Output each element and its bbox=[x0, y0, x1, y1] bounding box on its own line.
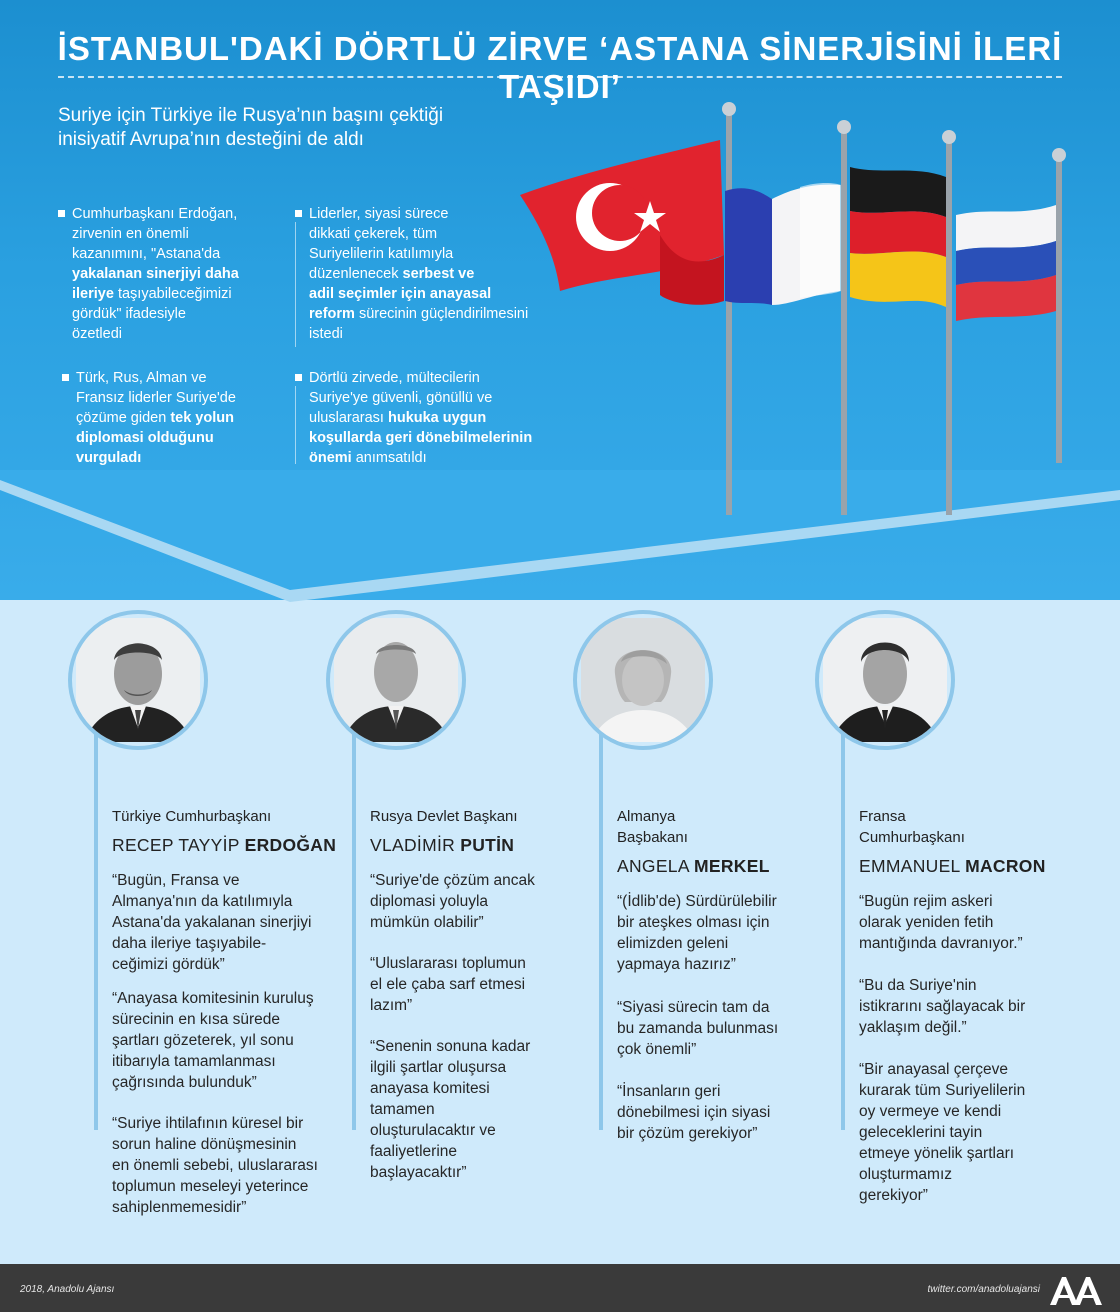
bullet-bold: ileriye bbox=[72, 286, 114, 302]
bullet-line: Liderler, siyasi sürece bbox=[309, 206, 449, 222]
russia-flag bbox=[956, 205, 1056, 321]
leader-name bbox=[370, 835, 600, 856]
quote bbox=[617, 997, 839, 1060]
bullet-bold: diplomasi olduğunu bbox=[76, 430, 214, 446]
quote-line: başlayacaktır” bbox=[370, 1164, 467, 1181]
bullet-line: Suriyelilerin katılımıyla bbox=[309, 246, 454, 262]
quote-line: oluşturulacaktır ve bbox=[370, 1122, 496, 1139]
quote-line: elimizden geleni bbox=[617, 935, 729, 952]
bullet-bold: hukuka uygun bbox=[387, 410, 487, 426]
quote-line: “Anayasa komitesinin kuruluş bbox=[112, 990, 314, 1007]
quote-line: sahiplenmemesidir” bbox=[112, 1199, 247, 1216]
role-line: Rusya Devlet Başkanı bbox=[370, 808, 518, 825]
anadolu-logo-icon bbox=[1048, 1271, 1106, 1307]
first-name: EMMANUEL bbox=[859, 856, 966, 876]
role-line: Almanya bbox=[617, 808, 676, 825]
quote bbox=[617, 891, 839, 975]
quote-line: sorun haline dönüşmesinin bbox=[112, 1136, 297, 1153]
quote-line: geleceklerini tayin bbox=[859, 1124, 983, 1141]
quote-line: “Bugün rejim askeri bbox=[859, 893, 993, 910]
quote bbox=[370, 953, 592, 1016]
quote-line: oy vermeye ve kendi bbox=[859, 1103, 1002, 1120]
subtitle-line: Suriye için Türkiye ile Rusya’nın başını çektiği bbox=[58, 105, 444, 126]
quote-line: “Uluslararası toplumun bbox=[370, 955, 526, 972]
bullet-bold: reform bbox=[309, 306, 355, 322]
bullet-bold: tek yolun bbox=[170, 410, 234, 426]
quote-line: el ele çaba sarf etmesi bbox=[370, 976, 526, 993]
erdogan-portrait-icon bbox=[76, 618, 200, 742]
quote-line: çağrısında bulunduk” bbox=[112, 1074, 257, 1091]
quote-line: faaliyetlerine bbox=[370, 1143, 458, 1160]
flag-pole bbox=[726, 107, 732, 515]
quote bbox=[112, 988, 334, 1093]
quote-line: etmeye yönelik şartları bbox=[859, 1145, 1015, 1162]
first-name: ANGELA bbox=[617, 856, 694, 876]
flag-pole bbox=[841, 125, 847, 515]
quote-line: yapmaya hazırız” bbox=[617, 956, 736, 973]
quote bbox=[617, 1081, 839, 1144]
bullet-text: uluslararası bbox=[309, 410, 388, 426]
bullet-line: özetledi bbox=[72, 326, 122, 342]
quote-line: “Senenin sonuna kadar bbox=[370, 1038, 531, 1055]
germany-flag bbox=[850, 167, 946, 307]
bullet-line: gördük" ifadesiyle bbox=[72, 306, 186, 322]
quote-line: ceğimizi gördük” bbox=[112, 956, 225, 973]
quote bbox=[370, 870, 592, 933]
leader-erdogan bbox=[76, 610, 337, 1230]
leader-role bbox=[370, 806, 570, 827]
bullet-line: kazanımını, "Astana'da bbox=[72, 246, 221, 262]
france-flag bbox=[725, 183, 841, 305]
quote-line: anayasa komitesi bbox=[370, 1080, 490, 1097]
quote bbox=[370, 1036, 592, 1183]
first-name: RECEP TAYYİP bbox=[112, 835, 245, 855]
subtitle-line: inisiyatif Avrupa’nın desteğini de aldı bbox=[58, 129, 364, 150]
quote-line: “Bir anayasal çerçeve bbox=[859, 1061, 1009, 1078]
quote-line: çok önemli” bbox=[617, 1041, 697, 1058]
bullet-line: Cumhurbaşkanı Erdoğan, bbox=[72, 206, 238, 222]
quote-line: “Bu da Suriye'nin bbox=[859, 977, 977, 994]
role-line: Fransa bbox=[859, 808, 906, 825]
bullet-divider bbox=[295, 222, 296, 347]
last-name: MACRON bbox=[965, 856, 1046, 876]
quote-line: Almanya'nın da katılımıyla bbox=[112, 893, 293, 910]
bullet-erdogan-summary bbox=[72, 204, 282, 344]
leader-connector bbox=[841, 720, 845, 1130]
first-name: VLADİMİR bbox=[370, 835, 461, 855]
copyright: 2018, Anadolu Ajansı bbox=[20, 1284, 115, 1295]
quote-line: mantığında davranıyor.” bbox=[859, 935, 1023, 952]
quote-line: “Siyasi sürecin tam da bbox=[617, 999, 770, 1016]
quote-line: “Suriye'de çözüm ancak bbox=[370, 872, 535, 889]
leader-role bbox=[859, 806, 1059, 848]
quote bbox=[112, 1113, 334, 1218]
quote-line: “İnsanların geri bbox=[617, 1083, 721, 1100]
role-line: Cumhurbaşkanı bbox=[859, 829, 965, 846]
bullet-text: anımsatıldı bbox=[351, 450, 427, 466]
quote-line: olarak yeniden fetih bbox=[859, 914, 994, 931]
quote-line: oluşturmamız bbox=[859, 1166, 953, 1183]
quote-line: Astana'da yakalanan sinerjiyi bbox=[112, 914, 312, 931]
macron-portrait-icon bbox=[823, 618, 947, 742]
role-line: Başbakanı bbox=[617, 829, 688, 846]
leader-putin bbox=[334, 610, 535, 1230]
leader-connector bbox=[94, 720, 98, 1130]
quote-line: en önemli sebebi, uluslararası bbox=[112, 1157, 318, 1174]
leader-role bbox=[112, 806, 312, 827]
title-divider bbox=[58, 76, 1062, 78]
quote-line: istikrarını sağlayacak bir bbox=[859, 998, 1026, 1015]
quote bbox=[859, 975, 1081, 1038]
quote-line: “Suriye ihtilafının küresel bir bbox=[112, 1115, 304, 1132]
quote-line: mümkün olabilir” bbox=[370, 914, 484, 931]
quote bbox=[859, 1059, 1081, 1206]
quote-line: ilgili şartlar oluşursa bbox=[370, 1059, 507, 1076]
bullet-text: sürecinin güçlendirilmesini bbox=[354, 306, 529, 322]
bullet-divider bbox=[295, 386, 296, 464]
bullet-text: taşıyabileceğimizi bbox=[113, 286, 232, 302]
bullet-bold: önemi bbox=[309, 450, 352, 466]
quote-line: yaklaşım değil.” bbox=[859, 1019, 967, 1036]
bullet-bold: serbest ve bbox=[402, 266, 475, 282]
quote-line: daha ileriye taşıyabile- bbox=[112, 935, 267, 952]
leader-name bbox=[617, 856, 847, 877]
leader-name bbox=[859, 856, 1089, 877]
bullet-line: istedi bbox=[309, 326, 343, 342]
bullet-text: çözüme giden bbox=[76, 410, 171, 426]
last-name: MERKEL bbox=[694, 856, 770, 876]
bullet-line: Dörtlü zirvede, mültecilerin bbox=[309, 370, 480, 386]
last-name: PUTİN bbox=[460, 835, 515, 855]
putin-portrait-icon bbox=[334, 618, 458, 742]
turkey-flag bbox=[520, 140, 724, 305]
leader-connector bbox=[599, 720, 603, 1130]
leader-connector bbox=[352, 720, 356, 1130]
leader-name bbox=[112, 835, 342, 856]
flag-pole bbox=[946, 135, 952, 515]
page-title: İSTANBUL'DAKİ DÖRTLÜ ZİRVE ‘ASTANA SİNERJİSİNİ İLERİ TAŞIDI’ bbox=[57, 30, 1063, 105]
quote-line: “Bugün, Fransa ve bbox=[112, 872, 240, 889]
last-name: ERDOĞAN bbox=[244, 835, 337, 855]
leader-photo bbox=[573, 610, 713, 750]
quote-line: sürecinin en kısa sürede bbox=[112, 1011, 281, 1028]
role-line: Türkiye Cumhurbaşkanı bbox=[112, 808, 272, 825]
leader-photo bbox=[815, 610, 955, 750]
leader-role bbox=[617, 806, 817, 848]
flags-illustration bbox=[500, 95, 1100, 515]
page-subtitle bbox=[58, 104, 518, 152]
bullet-bold: adil seçimler için anayasal bbox=[309, 286, 492, 302]
bullet-line: Fransız liderler Suriye'de bbox=[76, 390, 236, 406]
quote-line: tamamen bbox=[370, 1101, 435, 1118]
bullet-bold: vurguladı bbox=[76, 450, 142, 466]
quote-line: itibarıyla tamamlanması bbox=[112, 1053, 276, 1070]
quote-line: şartları gözeterek, yıl sonu bbox=[112, 1032, 294, 1049]
bullet-line: Suriye'ye güvenli, gönüllü ve bbox=[309, 390, 493, 406]
quote bbox=[112, 870, 334, 975]
quote-line: “(İdlib'de) Sürdürülebilir bbox=[617, 893, 777, 910]
flag-pole bbox=[1056, 153, 1062, 463]
bullet-icon bbox=[295, 210, 302, 217]
bullet-bold: koşullarda geri dönebilmelerinin bbox=[309, 430, 533, 446]
bullet-icon bbox=[62, 374, 69, 381]
quote-line: toplumun meseleyi yeterince bbox=[112, 1178, 309, 1195]
bullet-icon bbox=[58, 210, 65, 217]
leader-photo bbox=[68, 610, 208, 750]
bullet-bold: yakalanan sinerjiyi daha bbox=[72, 266, 239, 282]
twitter-link[interactable]: twitter.com/anadoluajansi bbox=[927, 1284, 1040, 1295]
quote-line: diplomasi yoluyla bbox=[370, 893, 489, 910]
quote bbox=[859, 891, 1081, 954]
footer bbox=[0, 1264, 1120, 1312]
bullet-line: Türk, Rus, Alman ve bbox=[76, 370, 207, 386]
bullet-line: zirvenin en önemli bbox=[72, 226, 189, 242]
quote-line: bu zamanda bulunması bbox=[617, 1020, 779, 1037]
leader-photo bbox=[326, 610, 466, 750]
merkel-portrait-icon bbox=[581, 618, 705, 742]
bullet-line: dikkati çekerek, tüm bbox=[309, 226, 438, 242]
quote-line: kurarak tüm Suriyelilerin bbox=[859, 1082, 1026, 1099]
quote-line: bir ateşkes olması için bbox=[617, 914, 770, 931]
bullet-diplomacy bbox=[76, 368, 286, 468]
leader-macron bbox=[823, 610, 1046, 1230]
quote-line: dönebilmesi için siyasi bbox=[617, 1104, 771, 1121]
leader-merkel bbox=[581, 610, 779, 1230]
quote-line: bir çözüm gerekiyor” bbox=[617, 1125, 758, 1142]
bullet-icon bbox=[295, 374, 302, 381]
quote-line: lazım” bbox=[370, 997, 413, 1014]
bullet-text: düzenlenecek bbox=[309, 266, 403, 282]
quote-line: gerekiyor” bbox=[859, 1187, 928, 1204]
